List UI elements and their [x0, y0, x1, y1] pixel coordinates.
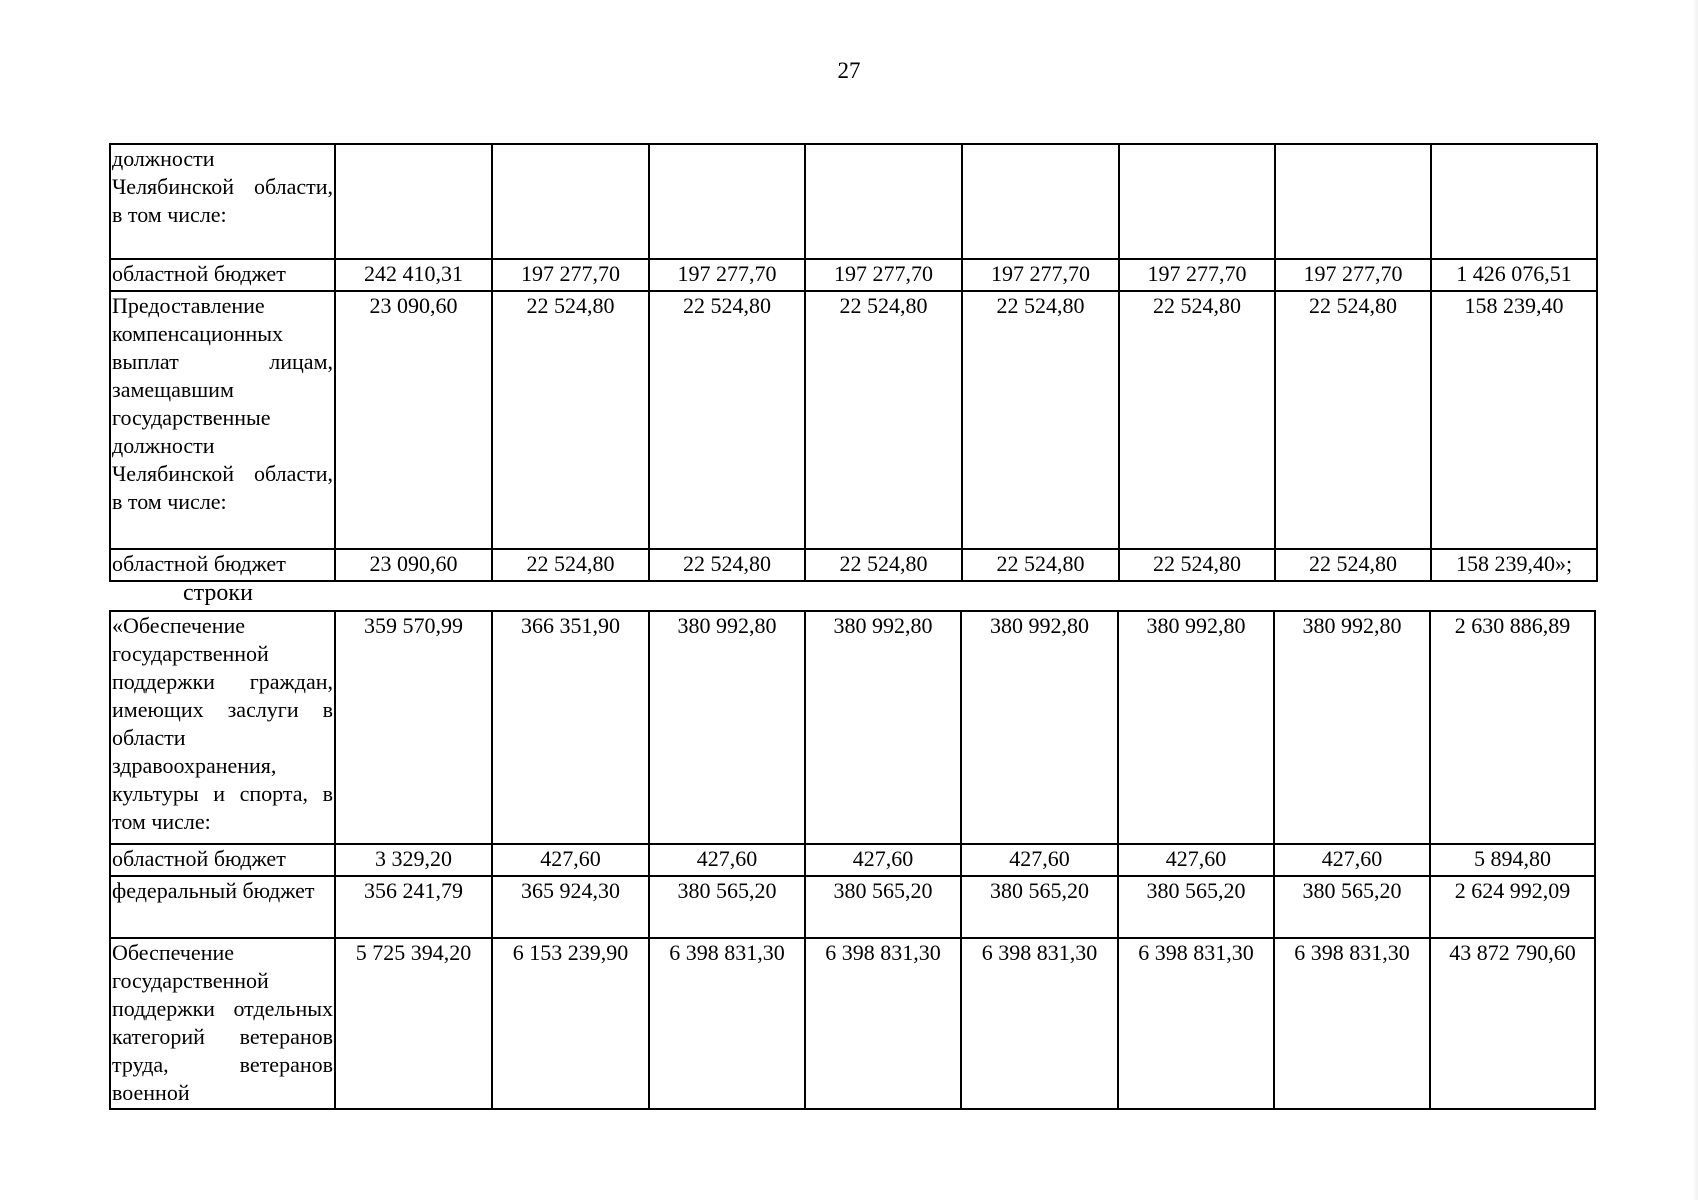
- value-cell: 22 524,80: [805, 291, 962, 549]
- value-cell: 427,60: [805, 844, 961, 876]
- value-cell: 22 524,80: [649, 549, 805, 581]
- value-cell: 6 153 239,90: [492, 938, 649, 1109]
- budget-table-new-rows: [109, 610, 1596, 1110]
- value-cell: 380 565,20: [1274, 876, 1430, 938]
- total-cell: 158 239,40»;: [1431, 549, 1597, 581]
- value-cell: 197 277,70: [649, 259, 805, 291]
- value-cell: 380 565,20: [805, 876, 961, 938]
- row-label: областной бюджет: [110, 844, 335, 876]
- value-cell: [649, 144, 805, 259]
- value-cell: 380 992,80: [805, 611, 961, 844]
- value-cell: 380 992,80: [961, 611, 1118, 844]
- value-cell: 359 570,99: [335, 611, 492, 844]
- value-cell: 23 090,60: [335, 291, 492, 549]
- row-label: областной бюджет: [110, 549, 335, 581]
- total-cell: 2 624 992,09: [1430, 876, 1595, 938]
- value-cell: 380 992,80: [1274, 611, 1430, 844]
- value-cell: [335, 144, 492, 259]
- total-cell: 158 239,40: [1431, 291, 1597, 549]
- table-row: [110, 876, 1595, 938]
- value-cell: 380 565,20: [1118, 876, 1274, 938]
- value-cell: 380 565,20: [649, 876, 805, 938]
- value-cell: 22 524,80: [1275, 291, 1431, 549]
- row-label: Предоставление компенсационных выплат лицам, замещавшим государственные должности Челябинской области, в том числе:: [110, 291, 335, 549]
- value-cell: 427,60: [492, 844, 649, 876]
- value-cell: 22 524,80: [962, 549, 1119, 581]
- value-cell: [1275, 144, 1431, 259]
- total-cell: 5 894,80: [1430, 844, 1595, 876]
- value-cell: 22 524,80: [805, 549, 962, 581]
- value-cell: 242 410,31: [335, 259, 492, 291]
- value-cell: 22 524,80: [1275, 549, 1431, 581]
- value-cell: [805, 144, 962, 259]
- value-cell: 197 277,70: [492, 259, 649, 291]
- table-row: [110, 844, 1595, 876]
- row-label: федеральный бюджет: [110, 876, 335, 938]
- scan-edge: [1692, 0, 1698, 1200]
- value-cell: 22 524,80: [962, 291, 1119, 549]
- value-cell: 197 277,70: [962, 259, 1119, 291]
- row-label: Обеспечение государственной поддержки отдельных категорий ветеранов труда, ветеранов военной: [110, 938, 335, 1109]
- table-row: [110, 611, 1595, 844]
- value-cell: 22 524,80: [649, 291, 805, 549]
- value-cell: 6 398 831,30: [1274, 938, 1430, 1109]
- budget-table-body: [110, 611, 1595, 1109]
- value-cell: 6 398 831,30: [1118, 938, 1274, 1109]
- total-cell: [1431, 144, 1597, 259]
- value-cell: 23 090,60: [335, 549, 492, 581]
- value-cell: 3 329,20: [335, 844, 492, 876]
- value-cell: 365 924,30: [492, 876, 649, 938]
- table-row: [110, 291, 1597, 549]
- value-cell: 197 277,70: [805, 259, 962, 291]
- value-cell: 6 398 831,30: [805, 938, 961, 1109]
- value-cell: 380 565,20: [961, 876, 1118, 938]
- value-cell: [492, 144, 649, 259]
- value-cell: 356 241,79: [335, 876, 492, 938]
- value-cell: 22 524,80: [1119, 291, 1275, 549]
- table-row: [110, 144, 1597, 259]
- budget-table-body: [110, 144, 1597, 581]
- value-cell: 5 725 394,20: [335, 938, 492, 1109]
- value-cell: 380 992,80: [1118, 611, 1274, 844]
- table-row: [110, 938, 1595, 1109]
- total-cell: 1 426 076,51: [1431, 259, 1597, 291]
- row-label: областной бюджет: [110, 259, 335, 291]
- page-number: 27: [837, 58, 861, 83]
- value-cell: [962, 144, 1119, 259]
- table-row: [110, 549, 1597, 581]
- value-cell: 427,60: [961, 844, 1118, 876]
- table-row: [110, 259, 1597, 291]
- value-cell: 6 398 831,30: [961, 938, 1118, 1109]
- total-cell: 2 630 886,89: [1430, 611, 1595, 844]
- value-cell: 197 277,70: [1275, 259, 1431, 291]
- value-cell: 197 277,70: [1119, 259, 1275, 291]
- row-label: должности Челябинской области, в том числе:: [110, 144, 335, 259]
- value-cell: [1119, 144, 1275, 259]
- budget-table-continued: [109, 143, 1598, 582]
- row-label: «Обеспечение государственной поддержки граждан, имеющих заслуги в области здравоохранения, культуры и спорта, в том числе:: [110, 611, 335, 844]
- value-cell: 22 524,80: [492, 291, 649, 549]
- value-cell: 427,60: [649, 844, 805, 876]
- value-cell: 22 524,80: [492, 549, 649, 581]
- value-cell: 427,60: [1274, 844, 1430, 876]
- value-cell: 380 992,80: [649, 611, 805, 844]
- value-cell: 427,60: [1118, 844, 1274, 876]
- value-cell: 366 351,90: [492, 611, 649, 844]
- value-cell: 22 524,80: [1119, 549, 1275, 581]
- value-cell: 6 398 831,30: [649, 938, 805, 1109]
- total-cell: 43 872 790,60: [1430, 938, 1595, 1109]
- section-heading: строки: [183, 580, 253, 606]
